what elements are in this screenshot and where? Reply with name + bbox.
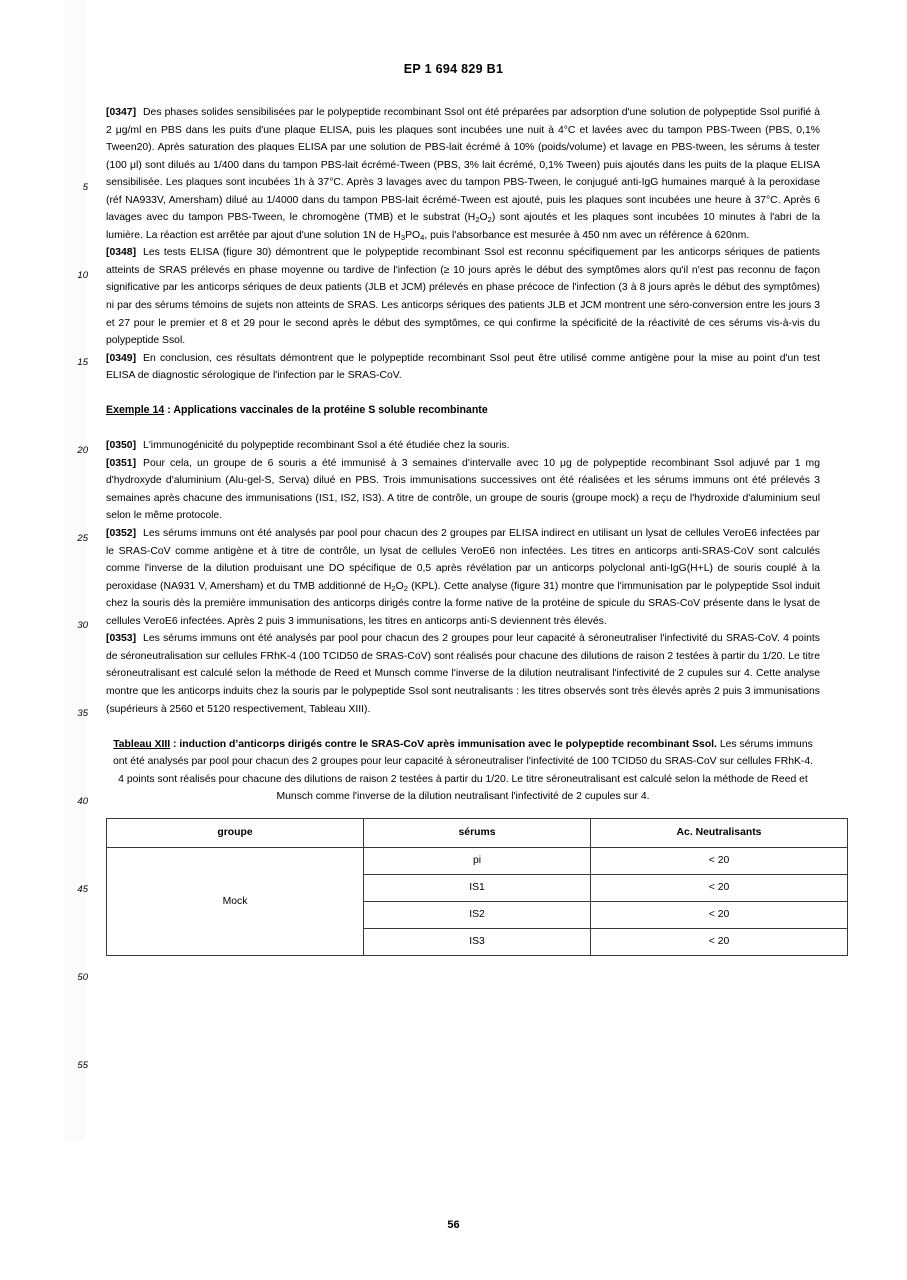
line-number: 40 bbox=[77, 796, 88, 807]
line-number: 20 bbox=[77, 445, 88, 456]
paragraph-text: Pour cela, un groupe de 6 souris a été immunisé à 3 semaines d'intervalle avec 10 μg de polypeptide recombinant Ssol adjuvé par 1 mg d'hydroxyde d'aluminium (Alu-gel-S, Serva) dilué en PBS. Trois immunisations successives ont été réalisées et les sérums immuns ont été prélevés 3 semaines après chacune des immunisations (IS1, IS2, IS3). A titre de contrôle, un groupe de souris (groupe mock) a reçu de l'hydroxide d'aluminium seul selon le même protocole. bbox=[106, 457, 820, 522]
cell-ac-neutralisants: < 20 bbox=[591, 874, 848, 901]
cell-serum: IS1 bbox=[364, 874, 591, 901]
table-caption-label: Tableau XIII bbox=[113, 738, 171, 750]
page-number: 56 bbox=[447, 1219, 460, 1231]
line-number: 35 bbox=[77, 708, 88, 719]
table-row bbox=[107, 847, 848, 874]
paragraph-0349 bbox=[106, 350, 820, 385]
table-header-row bbox=[107, 818, 848, 847]
table-caption-lead bbox=[113, 739, 717, 750]
paragraph-number: [0348] bbox=[106, 247, 137, 259]
table-xiii bbox=[106, 818, 848, 956]
paragraph-text: Les sérums immuns ont été analysés par pool pour chacun des 2 groupes par ELISA indirect en utilisant un lysat de cellules VeroE6 infectées par le SRAS-CoV comme antigène et à titre de contrôle, un lysat de cellules VeroE6 non infectées. Les titres en anticorps anti-SRAS-CoV sont calculés comme l'inverse de la dilution produisant une DO spécifique de 0,5 après révélation par un anticorps polyclonal anti-IgG(H+L) de souris couplé à la peroxidase (NA931 V, Amersham) et du TMB additionné de $H_2O_2$ (KPL). Cette analyse (figure 31) montre que l'immunisation par le polypeptide Ssol induit chez la souris dès la première immunisation des anticorps dirigés contre la forme native de la protéine de spicule du SRAS-CoV présente dans le lysat de cellules VeroE6 infectées. Après 2 puis 3 immunisations, les titres en anticorps anti-S deviennent très élevés. bbox=[106, 528, 820, 627]
paragraph-number: [0350] bbox=[106, 440, 137, 452]
line-number: 25 bbox=[77, 533, 88, 544]
cell-serum: IS3 bbox=[364, 928, 591, 955]
paragraph-number: [0349] bbox=[106, 352, 137, 364]
paragraph-0352 bbox=[106, 525, 820, 630]
cell-ac-neutralisants: < 20 bbox=[591, 928, 848, 955]
paragraph-text: L'immunogénicité du polypeptide recombinant Ssol a été étudiée chez la souris. bbox=[143, 440, 510, 452]
paragraph-0348 bbox=[106, 244, 820, 349]
cell-serum: IS2 bbox=[364, 901, 591, 928]
paragraph-0350 bbox=[106, 437, 820, 455]
column-header-serums: sérums bbox=[364, 818, 591, 847]
paragraph-text: En conclusion, ces résultats démontrent que le polypeptide recombinant Ssol peut être utilisé comme antigène pour la mise au point d'un test ELISA de diagnostic sérologique de l'infection par le SRAS-CoV. bbox=[106, 352, 820, 382]
paragraph-text: Les tests ELISA (figure 30) démontrent que le polypeptide recombinant Ssol est reconnu spécifiquement par les anticorps sériques de patients atteints de SRAS prélevés en phase moyenne ou tardive de l'infection (≥ 10 jours après le début des symptômes alors qu'il n'est pas reconnu de façon significative par les anticorps sériques de deux patients (JLB et JCM) prélevés en phase précoce de l'infection (3 à 8 jours après le début des symptômes) ni par des sérums témoins de sujets non atteints de SRAS. Les anticorps sériques des patients JLB et JCM montrent une séro-conversion entre les jours 3 et 27 pour le premier et 8 et 29 pour le second après le début des symptômes, ce qui confirme la spécificité de la réactivité de ces sérums vis-à-vis du polypeptide Ssol. bbox=[106, 247, 820, 347]
paragraph-number: [0352] bbox=[106, 528, 137, 540]
line-number: 50 bbox=[77, 972, 88, 983]
paragraph-text: Les sérums immuns ont été analysés par pool pour chacun des 2 groupes pour leur capacité à séroneutraliser l'infectivité du SRAS-CoV. 4 points de séroneutralisation sur cellules FRhK-4 (100 TCID50 de SRAS-CoV) sont réalisés pour chacune des dilutions de raison 2 testées à partir du 1/20. Le titre séroneutralisant est calculé selon la méthode de Reed et Munsch comme l'inverse de la dilution neutralisant l'infectivité de 2 cupules sur 4. Cette analyse montre que les anticorps induits chez la souris par le polypeptide Ssol sont neutralisants : les titres observés sont très élevés après 2 puis 3 immunisations (supérieurs à 2560 et 5120 respectivement, Tableau XIII). bbox=[106, 633, 820, 715]
cell-ac-neutralisants: < 20 bbox=[591, 901, 848, 928]
document-body bbox=[106, 104, 820, 956]
example-heading-title: : Applications vaccinales de la protéine S soluble recombinante bbox=[164, 404, 488, 417]
paragraph-number: [0353] bbox=[106, 633, 137, 645]
table-caption-body: Les sérums immuns ont été analysés par pool pour chacun des 2 groupes pour leur capacité à séroneutraliser l'infectivité de 100 TCID50 du SRAS-CoV sur cellules FRhK-4. 4 points sont réalisés pour chacune des dilutions de raison 2 testées à partir du 1/20. Le titre séroneutralisant est calculé selon la méthode de Reed et Munsch comme l'inverse de la dilution neutralisant l'infectivité de 2 cupules sur 4. bbox=[112, 738, 814, 803]
spacer bbox=[106, 420, 820, 438]
line-number: 45 bbox=[77, 884, 88, 895]
document-header: EP 1 694 829 B1 bbox=[403, 62, 504, 76]
line-number: 30 bbox=[77, 620, 88, 631]
paragraph-number: [0347] bbox=[106, 107, 137, 118]
table-caption-title: : induction d’anticorps dirigés contre le SRAS-CoV après immunisation avec le polypeptide recombinant Ssol. bbox=[170, 738, 717, 750]
line-number: 10 bbox=[77, 270, 88, 281]
paragraph-0347 bbox=[106, 104, 820, 244]
spacer bbox=[106, 718, 820, 736]
paragraph-text: Des phases solides sensibilisées par le polypeptide recombinant Ssol ont été préparées par adsorption d'une solution de polypeptide Ssol purifié à 2 μg/ml en PBS dans les puits d'une plaque ELISA, puis les plaques sont incubées une nuit à 4°C et lavées avec du tampon PBS-Tween (PBS, 0,1% Tween20). Après saturation des plaques ELISA par une solution de PBS-lait écrémé à 10% (poids/volume) et lavage en PBS-tween, les sérums à tester (100 μl) sont dilués au 1/400 dans du tampon PBS-lait écrémé-Tween (PBS, 3% lait écrémé, 0,1% Tween) puis ajoutés dans les puits de la plaque ELISA sensibilisée. Les plaques sont incubées 1h à 37°C. Après 3 lavages avec du tampon PBS-Tween, le conjugué anti-IgG humaines marqué à la peroxidase (réf NA933V, Amersham) dilué au 1/4000 dans du tampon PBS-lait écrémé-Tween est ajouté, puis les plaques sont incubées une heure à 37°C. Après 6 lavages avec du tampon PBS-Tween, le chromogène (TMB) et le substrat $(H_2O_2)$ sont ajoutés et les plaques sont incubées 10 minutes à l'abri de la lumière. La réaction est arrêtée par ajout d'une solution 1N de $H_3PO_4$, puis l'absorbance est mesurée à 450 nm avec un référence à 620nm. bbox=[106, 107, 820, 242]
line-number-column bbox=[58, 104, 88, 1144]
column-header-ac-neutralisants: Ac. Neutralisants bbox=[591, 818, 848, 847]
example-14-heading bbox=[106, 402, 820, 420]
spacer bbox=[106, 385, 820, 403]
paragraph-0351 bbox=[106, 455, 820, 525]
line-number: 55 bbox=[77, 1060, 88, 1071]
paragraph-0353 bbox=[106, 630, 820, 718]
cell-serum: pi bbox=[364, 847, 591, 874]
table-xiii-caption bbox=[106, 736, 820, 806]
cell-group-mock: Mock bbox=[107, 847, 364, 955]
column-header-groupe: groupe bbox=[107, 818, 364, 847]
cell-ac-neutralisants: < 20 bbox=[591, 847, 848, 874]
line-number: 15 bbox=[77, 357, 88, 368]
paragraph-number: [0351] bbox=[106, 457, 137, 469]
example-heading-label: Exemple 14 bbox=[106, 404, 165, 417]
line-number: 5 bbox=[82, 182, 88, 193]
